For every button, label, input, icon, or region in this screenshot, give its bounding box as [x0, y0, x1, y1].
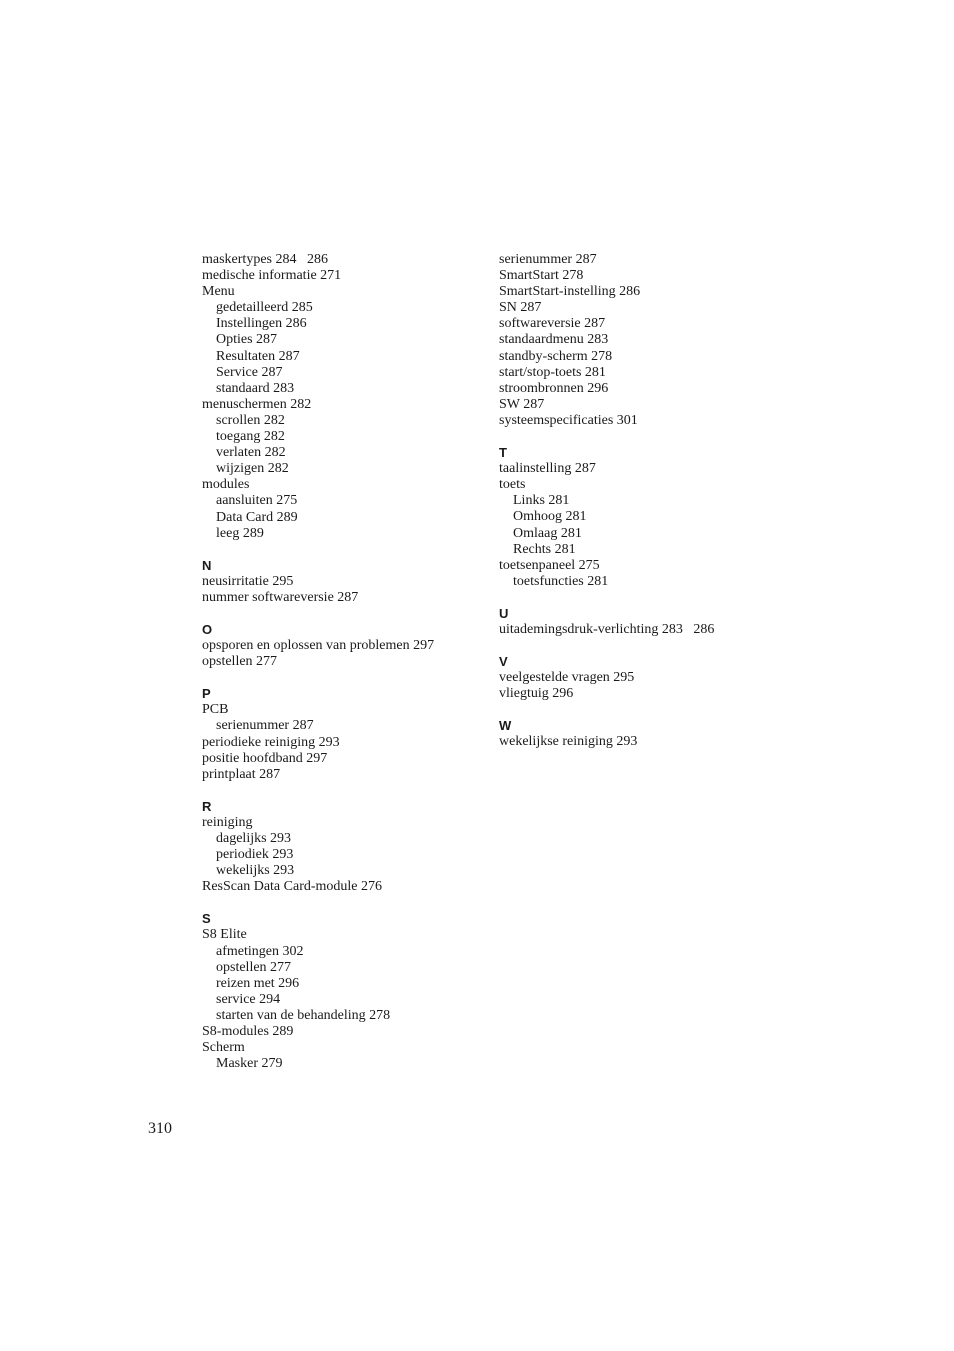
index-subentry: Instellingen 286 [216, 316, 307, 332]
index-entry: vliegtuig 296 [499, 686, 574, 702]
index-letter-heading: S [202, 911, 211, 927]
section-gap [202, 606, 492, 622]
index-entry: standby-scherm 278 [499, 348, 613, 364]
index-entry: S8 Elite [202, 927, 247, 943]
section-gap [202, 895, 492, 911]
index-entry: uitademingsdruk-verlichting 283 286 [499, 621, 715, 637]
index-subentry: scrollen 282 [216, 412, 285, 428]
index-entry: periodieke reiniging 293 [202, 734, 340, 750]
index-letter-heading: U [499, 605, 509, 621]
index-letter-heading: R [202, 798, 212, 814]
index-entry: maskertypes 284 286 [202, 252, 328, 267]
index-subentry: opstellen 277 [216, 959, 292, 975]
index-subentry: Omhoog 281 [513, 509, 587, 525]
index-subentry: Omlaag 281 [513, 525, 582, 541]
index-subentry: Rechts 281 [513, 541, 576, 557]
index-entry: softwareversie 287 [499, 316, 606, 332]
index-entry: serienummer 287 [499, 252, 597, 267]
index-subentry: Resultaten 287 [216, 348, 300, 364]
index-entry: toets [499, 477, 526, 493]
index-subentry: afmetingen 302 [216, 943, 304, 959]
index-entry: SmartStart-instelling 286 [499, 284, 641, 300]
index-entry: toetsenpaneel 275 [499, 557, 600, 573]
index-entry: ResScan Data Card-module 276 [202, 879, 383, 895]
index-column-right [499, 252, 799, 751]
index-subentry: Data Card 289 [216, 509, 298, 525]
index-entry: nummer softwareversie 287 [202, 589, 359, 605]
index-letter-heading: T [499, 445, 507, 461]
section-gap [202, 542, 492, 558]
index-subentry: leeg 289 [216, 525, 264, 541]
index-subentry: periodiek 293 [216, 847, 294, 863]
index-entry: modules [202, 477, 250, 493]
section-gap [202, 783, 492, 799]
index-entry: SN 287 [499, 300, 542, 316]
index-letter-heading: O [202, 621, 213, 637]
index-subentry: starten van de behandeling 278 [216, 1007, 391, 1023]
index-subentry: toegang 282 [216, 429, 285, 445]
index-entry: standaardmenu 283 [499, 332, 609, 348]
index-letter-heading: V [499, 654, 508, 670]
index-entry: SW 287 [499, 396, 545, 412]
index-entry: reiniging [202, 814, 253, 830]
index-subentry: service 294 [216, 991, 281, 1007]
index-entry: start/stop-toets 281 [499, 364, 606, 380]
section-gap [499, 702, 799, 718]
page-number: 310 [148, 1120, 172, 1137]
index-entry: stroombronnen 296 [499, 380, 609, 396]
index-entry: printplaat 287 [202, 766, 281, 782]
index-entry: menuschermen 282 [202, 396, 312, 412]
section-gap [499, 429, 799, 445]
index-subentry: wijzigen 282 [216, 461, 289, 477]
index-entry: SmartStart 278 [499, 268, 584, 284]
index-subentry: reizen met 296 [216, 975, 300, 991]
index-entry: Scherm [202, 1040, 245, 1056]
index-entry: Menu [202, 284, 235, 300]
index-subentry: dagelijks 293 [216, 831, 292, 846]
index-column-left [202, 252, 492, 1072]
index-letter-heading: W [499, 718, 512, 734]
index-subentry: wekelijks 293 [216, 863, 295, 879]
index-entry: PCB [202, 702, 229, 718]
index-entry: S8-modules 289 [202, 1024, 294, 1040]
index-entry: opstellen 277 [202, 654, 278, 670]
section-gap [499, 590, 799, 606]
index-entry: systeemspecificaties 301 [499, 412, 638, 428]
section-gap [499, 638, 799, 654]
index-entry: neusirritatie 295 [202, 573, 294, 589]
index-subentry: standaard 283 [216, 380, 295, 396]
section-gap [202, 670, 492, 686]
index-entry: medische informatie 271 [202, 268, 342, 284]
index-subentry: serienummer 287 [216, 718, 314, 734]
index-subentry: Links 281 [513, 493, 570, 509]
index-entry: opsporen en oplossen van problemen 297 [202, 638, 435, 654]
index-entry: positie hoofdband 297 [202, 750, 328, 766]
index-subentry: Masker 279 [216, 1056, 283, 1072]
index-entry: taalinstelling 287 [499, 461, 596, 477]
index-subentry: Opties 287 [216, 332, 278, 348]
index-subentry: aansluiten 275 [216, 493, 298, 509]
index-entry: veelgestelde vragen 295 [499, 670, 635, 686]
index-letter-heading: P [202, 686, 211, 702]
index-subentry: Service 287 [216, 364, 283, 380]
index-subentry: verlaten 282 [216, 445, 286, 461]
index-subentry: toetsfuncties 281 [513, 573, 609, 589]
index-entry: wekelijkse reiniging 293 [499, 734, 638, 750]
index-subentry: gedetailleerd 285 [216, 300, 313, 316]
index-letter-heading: N [202, 557, 212, 573]
